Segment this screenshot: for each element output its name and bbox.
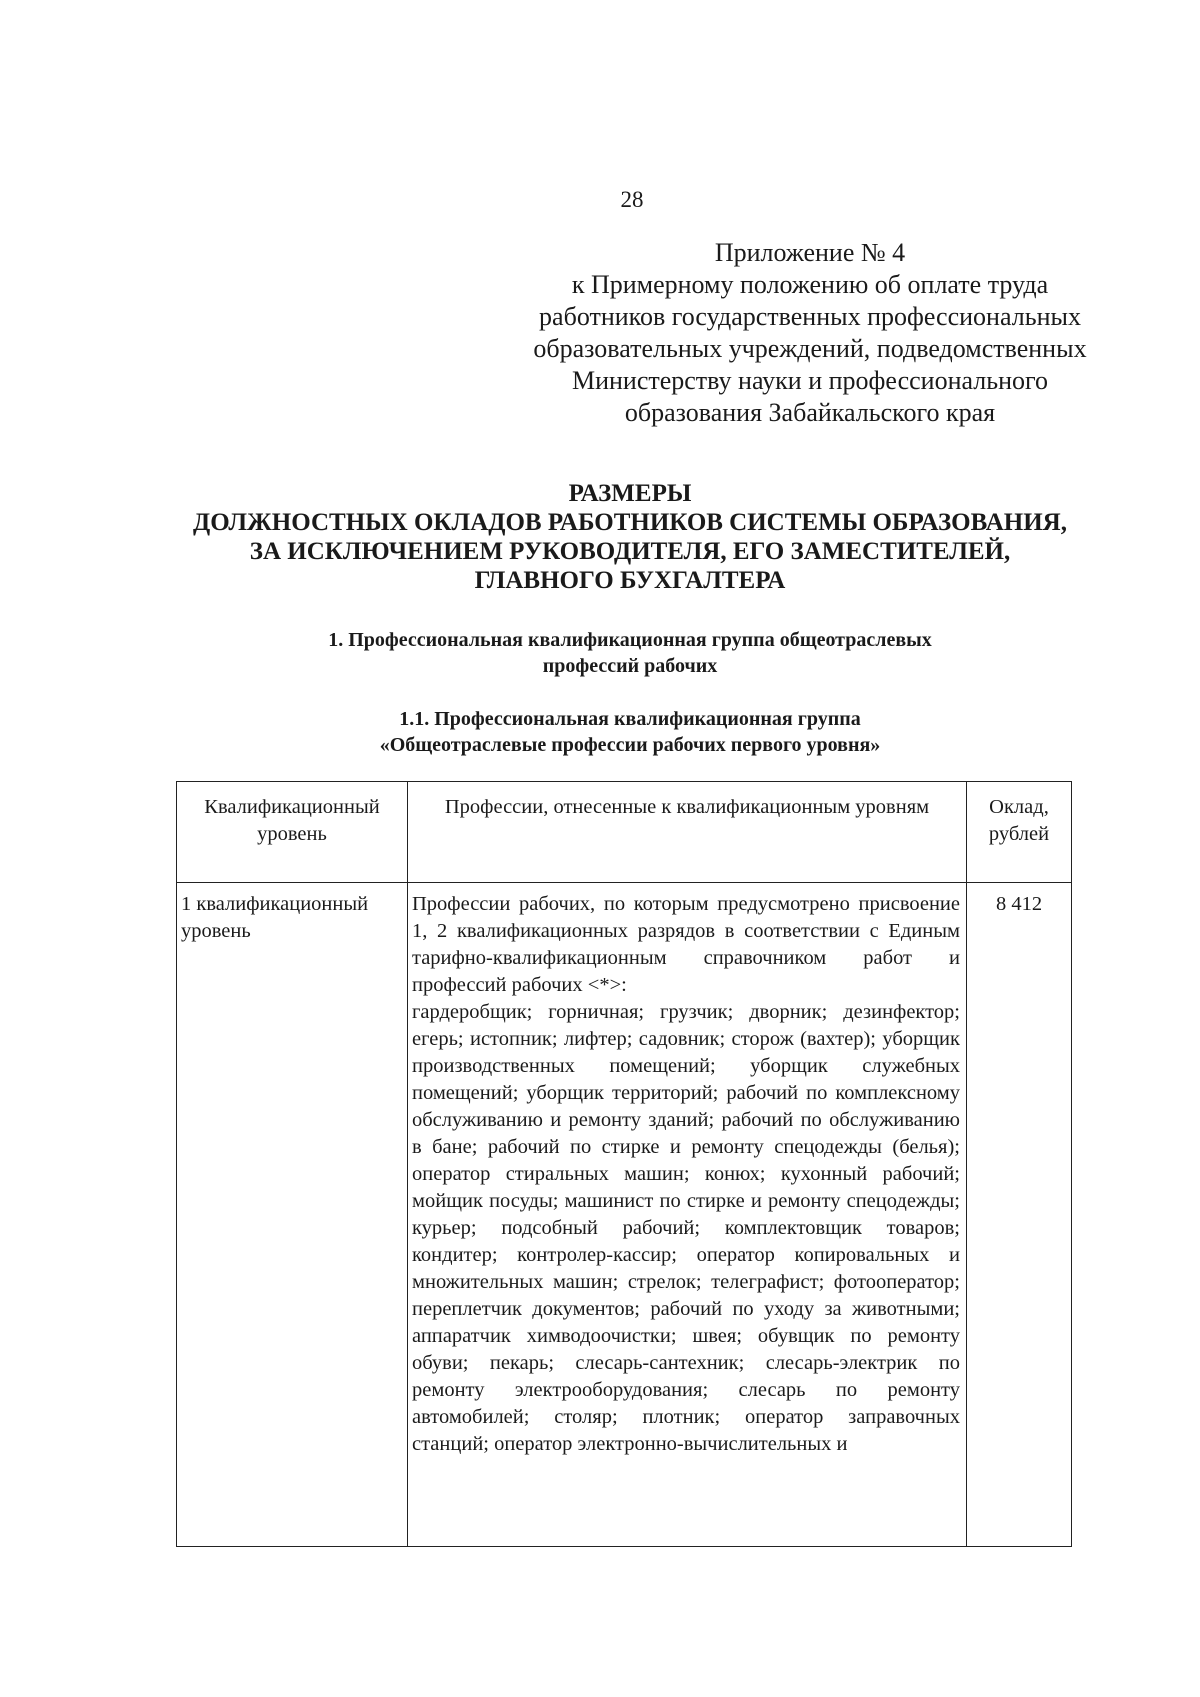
- cell-professions: [408, 883, 967, 1547]
- appendix-line: Приложение № 4: [714, 238, 906, 267]
- salary-table: [176, 781, 1072, 1547]
- appendix-line: работников государственных профессиональных: [539, 302, 1081, 331]
- appendix-line: Министерству науки и профессионального: [571, 366, 1049, 395]
- appendix-line: к Примерному положению об оплате труда: [571, 270, 1049, 299]
- appendix-line: образовательных учреждений, подведомственных: [533, 334, 1087, 363]
- section-heading-line: профессий рабочих: [542, 655, 718, 677]
- appendix-header: [500, 237, 1120, 429]
- section-heading-line: 1. Профессиональная квалификационная группа общеотраслевых: [328, 629, 932, 651]
- subsection-heading-line: 1.1. Профессиональная квалификационная группа: [399, 708, 861, 730]
- section-heading: [200, 627, 1060, 679]
- title-line: ГЛАВНОГО БУХГАЛТЕРА: [474, 567, 786, 594]
- page-number: 28: [620, 187, 644, 212]
- professions-list: гардеробщик; горничная; грузчик; дворник; дезинфектор; егерь; истопник; лифтер; садовник; сторож (вахтер); уборщик производственных помещений; уборщик служебных помещений; уборщик территорий; рабочий по комплексному обслуживанию и ремонту зданий; рабочий по обслуживанию в бане; рабочий по стирке и ремонту спецодежды (белья); оператор стиральных машин; конюх; кухонный рабочий; мойщик посуды; машинист по стирке и ремонту спецодежды; курьер; подсобный рабочий; комплектовщик товаров; кондитер; контролер-кассир; оператор копировальных и множительных машин; стрелок; телеграфист; фотооператор; переплетчик документов; рабочий по уходу за животными; аппаратчик химводоочистки; швея; обувщик по ремонту обуви; пекарь; слесарь-сантехник; слесарь-электрик по ремонту электрооборудования; слесарь по ремонту автомобилей; столяр; плотник; оператор заправочных станций; оператор электронно-вычислительных и: [412, 1001, 960, 1455]
- cell-level: 1 квалификационный уровень: [177, 883, 408, 1547]
- header-level: Квалификационный уровень: [177, 782, 408, 883]
- appendix-line: образования Забайкальского края: [624, 398, 996, 427]
- subsection-heading-line: «Общеотраслевые профессии рабочих первого уровня»: [379, 734, 881, 756]
- table-row: [177, 883, 1072, 1547]
- cell-salary: 8 412: [967, 883, 1072, 1547]
- title-line: ЗА ИСКЛЮЧЕНИЕМ РУКОВОДИТЕЛЯ, ЕГО ЗАМЕСТИТЕЛЕЙ,: [249, 538, 1011, 565]
- table-header-row: [177, 782, 1072, 883]
- title-line: РАЗМЕРЫ: [568, 480, 692, 507]
- document-title: [110, 479, 1150, 595]
- header-professions: Профессии, отнесенные к квалификационным уровням: [408, 782, 967, 883]
- title-line: ДОЛЖНОСТНЫХ ОКЛАДОВ РАБОТНИКОВ СИСТЕМЫ ОБРАЗОВАНИЯ,: [193, 509, 1067, 536]
- subsection-heading: [200, 706, 1060, 758]
- header-salary: Оклад, рублей: [967, 782, 1072, 883]
- professions-intro: Профессии рабочих, по которым предусмотрено присвоение 1, 2 квалификационных разрядов в соответствии с Единым тарифно-квалификационным справочником работ и профессий рабочих <*>:: [412, 893, 960, 996]
